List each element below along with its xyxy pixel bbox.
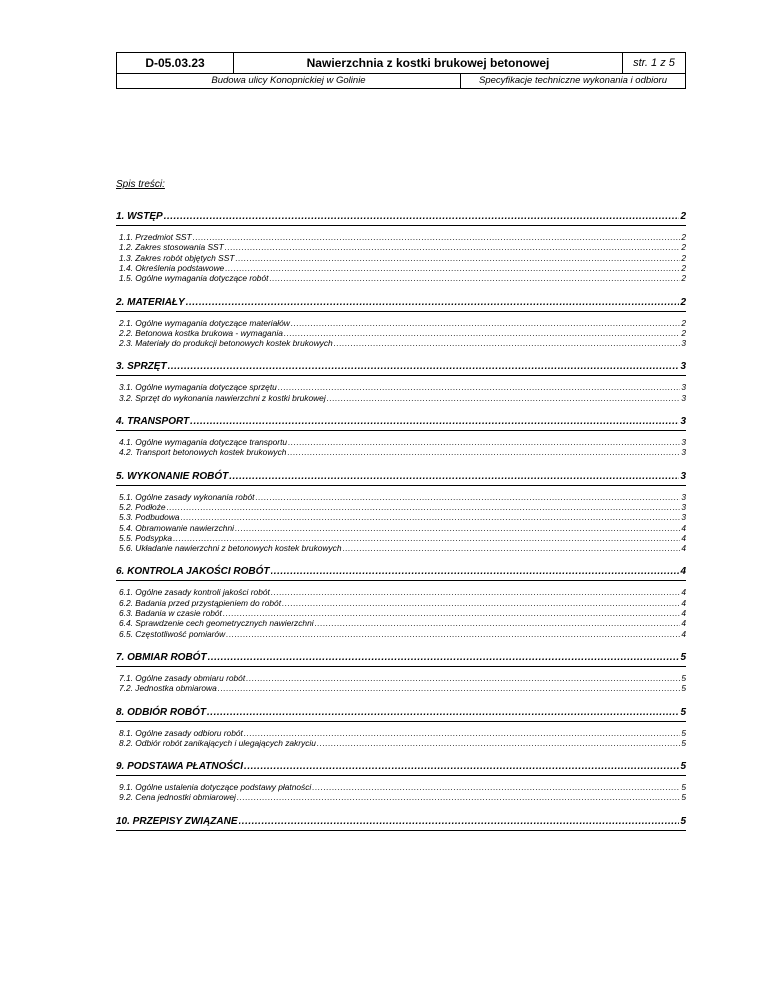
toc-entry-page: 5: [681, 782, 686, 793]
toc-dot-leader: [255, 492, 680, 502]
toc-entry-page: 2: [681, 327, 686, 338]
toc-subsection-entry[interactable]: [116, 738, 686, 748]
toc-entry-label: 6.4. Sprawdzenie cech geometrycznych nawierzchni: [119, 618, 314, 629]
toc-entry-page: 5: [680, 651, 686, 663]
toc-entry-page: 3: [680, 416, 686, 427]
toc-entry-page: 5: [680, 815, 686, 827]
section-rule: [116, 721, 686, 722]
toc-entry-label: 6.2. Badania przed przystąpieniem do robót: [119, 597, 282, 608]
toc-entry-page: 5: [681, 672, 686, 683]
toc-entry-label: 1. WSTĘP: [116, 211, 163, 222]
toc-dot-leader: [278, 382, 681, 392]
toc-subsection-entry[interactable]: [116, 543, 686, 553]
toc-dot-leader: [312, 782, 680, 792]
section-rule: [116, 430, 686, 431]
toc-dot-leader: [282, 598, 680, 608]
toc-entry-label: 9.2. Cena jednostki obmiarowej: [119, 792, 236, 803]
toc-entry-page: 2: [681, 317, 686, 328]
toc-entry-label: 5.3. Podbudowa: [119, 512, 180, 523]
toc-subsection-entry[interactable]: [116, 263, 686, 273]
toc-entry-page: 4: [681, 597, 686, 608]
toc-entry-page: 2: [681, 262, 686, 273]
toc-entry-page: 3: [680, 470, 686, 482]
toc-entry-page: 3: [681, 512, 686, 523]
toc-dot-leader: [168, 361, 680, 372]
toc-entry-label: 8.1. Ogólne zasady odbioru robót: [119, 727, 243, 738]
toc-subsection-entry[interactable]: [116, 492, 686, 502]
toc-entry-label: 6.3. Badania w czasie robót: [119, 608, 222, 618]
toc-subsection-entry[interactable]: [116, 502, 686, 512]
header-top-row: [117, 53, 685, 74]
toc-dot-leader: [235, 523, 680, 533]
section-rule: [116, 225, 686, 226]
toc-entry-page: 4: [681, 628, 686, 639]
toc-subsection-entry[interactable]: [116, 393, 686, 403]
toc-subsection-entry[interactable]: [116, 618, 686, 628]
toc-entry-page: 3: [681, 447, 686, 458]
toc-entry-page: 3: [681, 338, 686, 349]
toc-entry-label: 10. PRZEPISY ZWIĄZANE: [116, 815, 238, 827]
section-rule: [116, 580, 686, 581]
toc-subsection-entry[interactable]: [116, 253, 686, 263]
toc-dot-leader: [244, 728, 680, 738]
toc-dot-leader: [343, 543, 681, 553]
toc-entry-label: 6.5. Częstotliwość pomiarów: [119, 628, 226, 639]
toc-subsection-entry[interactable]: [116, 447, 686, 457]
toc-section-entry[interactable]: [116, 566, 686, 577]
toc-entry-page: 2: [681, 273, 686, 284]
toc-subsection-entry[interactable]: [116, 782, 686, 792]
toc-section-entry[interactable]: [116, 816, 686, 827]
toc-dot-leader: [284, 328, 680, 338]
toc-section-entry[interactable]: [116, 416, 686, 427]
toc-dot-leader: [287, 447, 680, 457]
toc-dot-leader: [235, 253, 680, 263]
toc-entry-label: 1.5. Ogólne wymagania dotyczące robót: [119, 273, 269, 284]
toc-entry-page: 2: [680, 211, 686, 222]
toc-entry-label: 5.2. Podłoże: [119, 501, 166, 512]
toc-entry-label: 4.1. Ogólne wymagania dotyczące transportu: [119, 437, 288, 447]
toc-dot-leader: [327, 393, 681, 403]
toc-dot-leader: [269, 273, 680, 283]
toc-entry-page: 3: [681, 491, 686, 502]
toc-subsection-entry[interactable]: [116, 728, 686, 738]
toc-subsection-entry[interactable]: [116, 673, 686, 683]
toc-section-entry[interactable]: [116, 361, 686, 372]
toc-entry-label: 6. KONTROLA JAKOŚCI ROBÓT: [116, 566, 270, 578]
document-header: [116, 52, 686, 89]
toc-entry-label: 5.1. Ogólne zasady wykonania robót: [119, 491, 255, 502]
toc-dot-leader: [237, 792, 680, 802]
toc-entry-page: 5: [681, 792, 686, 803]
toc-dot-leader: [229, 471, 679, 482]
toc-dot-leader: [239, 816, 680, 827]
toc-entry-page: 2: [680, 296, 686, 308]
toc-entry-label: 5.5. Podsypka: [119, 532, 173, 543]
toc-entry-label: 9. PODSTAWA PŁATNOŚCI: [116, 761, 244, 773]
toc-dot-leader: [167, 502, 681, 512]
toc-dot-leader: [246, 673, 680, 683]
toc-entry-page: 4: [681, 543, 686, 554]
toc-entry-label: 3.1. Ogólne wymagania dotyczące sprzętu: [119, 382, 277, 393]
toc-section-entry[interactable]: [116, 471, 686, 482]
toc-entry-page: 3: [680, 361, 686, 373]
toc-dot-leader: [207, 707, 679, 718]
toc-entry-page: 4: [680, 566, 686, 578]
toc-entry-page: 5: [681, 683, 686, 694]
toc-entry-label: 3. SPRZĘT: [116, 361, 167, 373]
header-bottom-row: [117, 74, 685, 88]
toc-entry-page: 3: [681, 501, 686, 512]
toc-subsection-entry[interactable]: [116, 587, 686, 597]
toc-section-entry[interactable]: [116, 707, 686, 718]
toc-section-entry[interactable]: [116, 211, 686, 222]
toc-entry-page: 5: [680, 706, 686, 718]
section-rule: [116, 485, 686, 486]
toc-entry-label: 4.2. Transport betonowych kostek brukowych: [119, 447, 287, 458]
toc-section-entry[interactable]: [116, 761, 686, 772]
toc-dot-leader: [218, 683, 681, 693]
toc-subsection-entry[interactable]: [116, 683, 686, 693]
toc-entry-label: 2.2. Betonowa kostka brukowa - wymagania: [119, 327, 283, 338]
toc-dot-leader: [334, 338, 681, 348]
toc-subsection-entry[interactable]: [116, 437, 686, 447]
toc-dot-leader: [315, 618, 681, 628]
toc-subsection-entry[interactable]: [116, 338, 686, 348]
toc-entry-page: 4: [681, 587, 686, 598]
toc-entry-page: 5: [681, 737, 686, 748]
section-rule: [116, 311, 686, 312]
toc-subsection-entry[interactable]: [116, 523, 686, 533]
section-rule: [116, 830, 686, 831]
toc-entry-page: 3: [681, 437, 686, 447]
toc-dot-leader: [317, 738, 680, 748]
toc-subsection-entry[interactable]: [116, 608, 686, 618]
page-number: str. 1 z 5: [633, 57, 675, 69]
toc-entry-page: 4: [681, 608, 686, 618]
section-rule: [116, 666, 686, 667]
toc-subsection-entry[interactable]: [116, 328, 686, 338]
toc-dot-leader: [190, 416, 679, 427]
toc-entry-label: 7.2. Jednostka obmiarowa: [119, 683, 217, 694]
toc-entry-page: 4: [681, 532, 686, 543]
toc-entry-page: 4: [681, 522, 686, 533]
toc-entry-label: 8. ODBIÓR ROBÓT: [116, 706, 207, 718]
toc-entry-page: 2: [681, 242, 686, 253]
toc-dot-leader: [244, 761, 679, 772]
toc-subsection-entry[interactable]: [116, 232, 686, 242]
toc-dot-leader: [186, 297, 680, 308]
toc-entry-label: 5.6. Układanie nawierzchni z betonowych kostek brukowych: [119, 543, 342, 554]
toc-section-entry[interactable]: [116, 297, 686, 308]
toc-entry-page: 5: [681, 727, 686, 738]
toc-subsection-entry[interactable]: [116, 629, 686, 639]
toc-dot-leader: [193, 232, 681, 242]
toc-entry-label: 2. MATERIAŁY: [116, 296, 185, 308]
toc-subsection-entry[interactable]: [116, 242, 686, 252]
toc-dot-leader: [271, 587, 680, 597]
toc-dot-leader: [271, 566, 680, 577]
toc-dot-leader: [225, 242, 681, 252]
toc-entry-label: 5. WYKONANIE ROBÓT: [116, 470, 229, 482]
toc-section-entry[interactable]: [116, 652, 686, 663]
toc-entry-label: 2.3. Materiały do produkcji betonowych kostek brukowych: [119, 338, 333, 349]
spec-type: Specyfikacje techniczne wykonania i odbioru: [479, 75, 667, 86]
toc-entry-label: 7. OBMIAR ROBÓT: [116, 651, 207, 663]
toc-entry-page: 3: [681, 382, 686, 393]
toc-dot-leader: [181, 512, 681, 522]
section-rule: [116, 375, 686, 376]
toc-entry-label: 5.4. Obramowanie nawierzchni: [119, 522, 234, 533]
toc-entry-page: 4: [681, 618, 686, 629]
toc-entry-label: 3.2. Sprzęt do wykonania nawierzchni z kostki brukowej: [119, 392, 326, 403]
toc-entry-page: 5: [680, 761, 686, 773]
toc-entry-label: 9.1. Ogólne ustalenia dotyczące podstawy płatności: [119, 782, 312, 793]
toc-dot-leader: [225, 263, 680, 273]
toc-subsection-entry[interactable]: [116, 598, 686, 608]
toc-title: Spis treści:: [116, 179, 165, 190]
spec-title: Nawierzchnia z kostki brukowej betonowej: [234, 53, 623, 73]
toc-dot-leader: [291, 318, 680, 328]
toc-subsection-entry[interactable]: [116, 382, 686, 392]
section-rule: [116, 775, 686, 776]
toc-dot-leader: [288, 437, 680, 447]
toc-dot-leader: [173, 533, 680, 543]
toc-entry-page: 3: [681, 392, 686, 403]
toc-entry-page: 2: [681, 252, 686, 263]
toc-entry-label: 1.4. Określenia podstawowe: [119, 262, 225, 273]
toc-subsection-entry[interactable]: [116, 273, 686, 283]
toc-entry-label: 6.1. Ogólne zasady kontroli jakości robót: [119, 587, 270, 598]
toc-entry-label: 7.1. Ogólne zasady obmiaru robót: [119, 672, 246, 683]
toc-entry-label: 1.1. Przedmiot SST: [119, 232, 192, 242]
toc-entry-page: 2: [681, 232, 686, 242]
toc-subsection-entry[interactable]: [116, 533, 686, 543]
toc-subsection-entry[interactable]: [116, 318, 686, 328]
project-location: Budowa ulicy Konopnickiej w Golinie: [117, 74, 461, 88]
toc-entry-label: 2.1. Ogólne wymagania dotyczące materiałów: [119, 317, 290, 328]
toc-subsection-entry[interactable]: [116, 792, 686, 802]
toc-dot-leader: [164, 211, 680, 222]
toc-dot-leader: [208, 652, 680, 663]
toc-entry-label: 1.3. Zakres robót objętych SST: [119, 252, 235, 263]
toc-entry-label: 1.2. Zakres stosowania SST: [119, 242, 224, 253]
toc-entry-label: 4. TRANSPORT: [116, 416, 190, 427]
toc-subsection-entry[interactable]: [116, 512, 686, 522]
toc-entry-label: 8.2. Odbiór robót zanikających i ulegających zakryciu: [119, 737, 316, 748]
spec-code: D-05.03.23: [117, 53, 234, 73]
toc-dot-leader: [226, 629, 680, 639]
toc-dot-leader: [223, 608, 680, 618]
